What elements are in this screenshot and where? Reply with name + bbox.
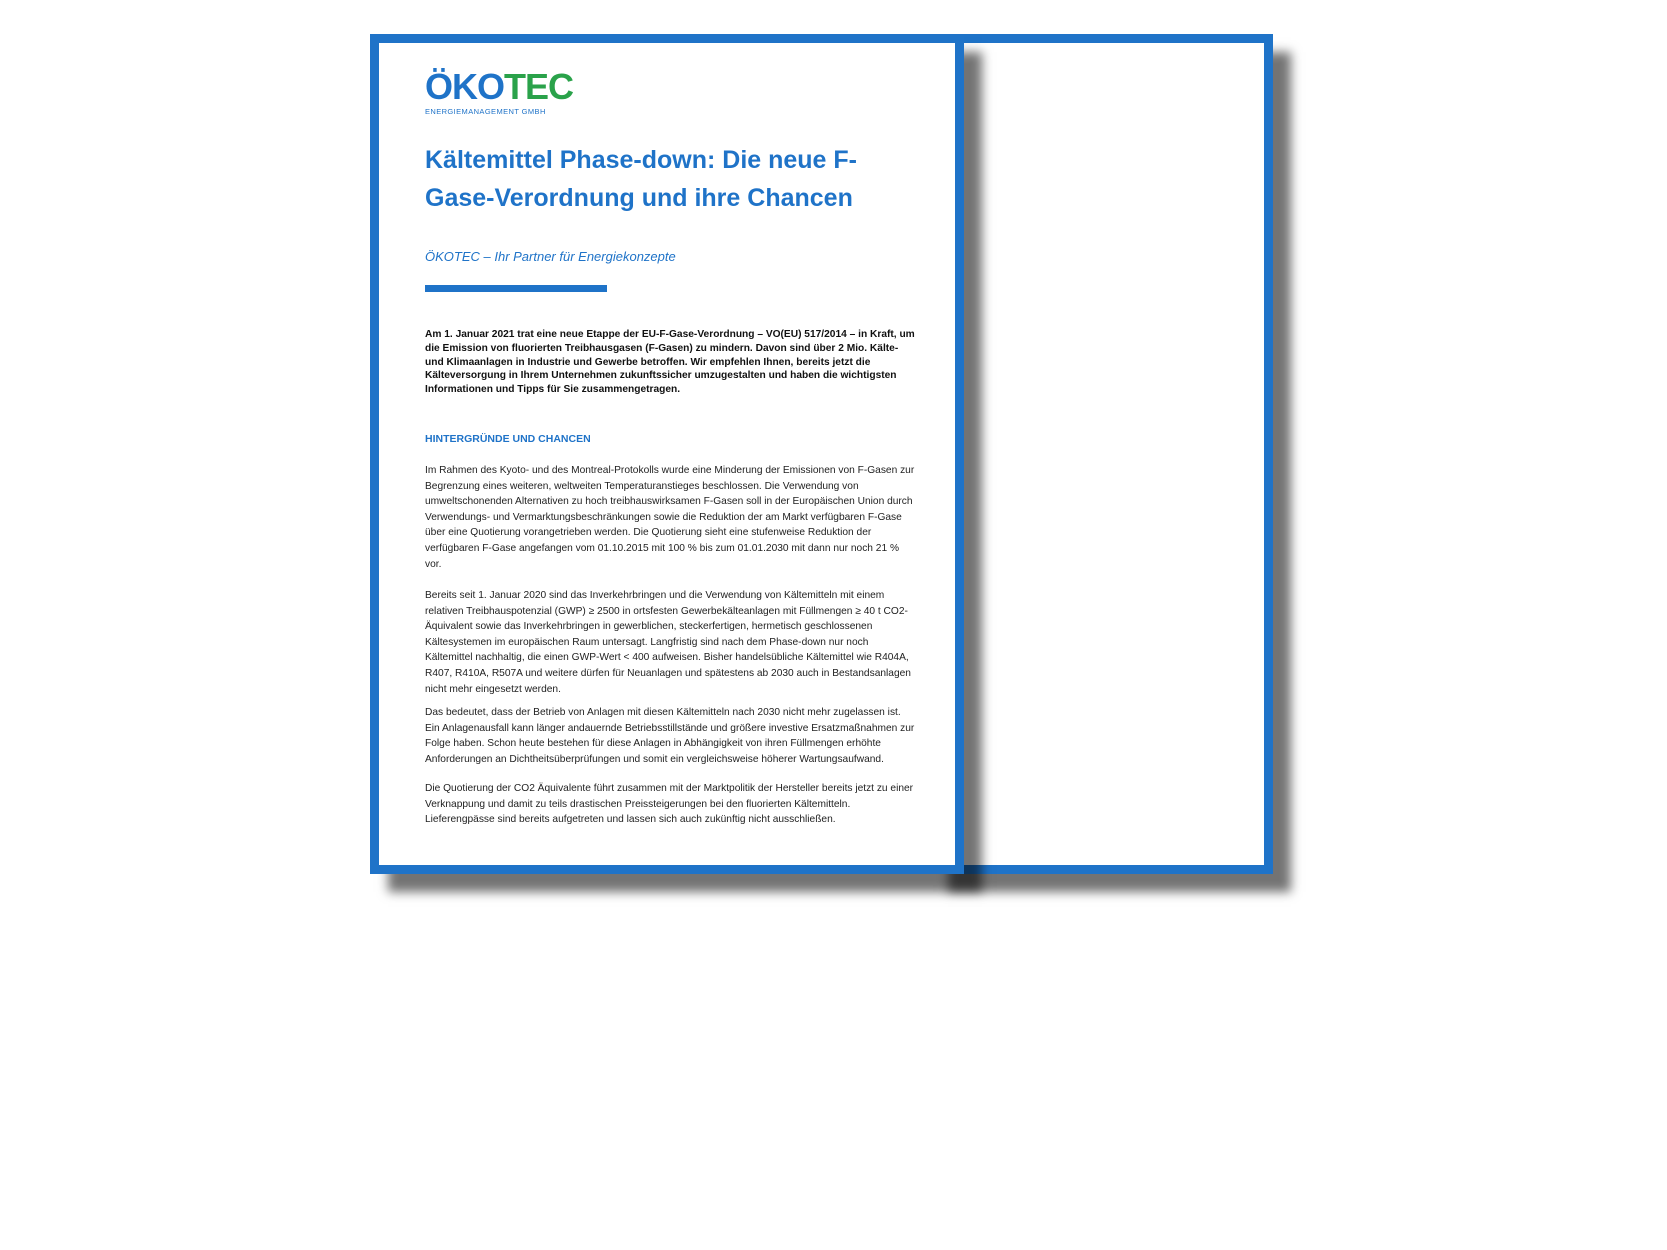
document-title: Kältemittel Phase-down: Die neue F-Gase-Verordnung und ihre Chancen <box>425 146 858 212</box>
back-heading-2 <box>939 701 1224 718</box>
body-paragraph-2: Bereits seit 1. Januar 2020 sind das Inverkehrbringen und die Verwendung von Kältemitteln mit einem relativen Treibhauspotenzial (GWP) ≥ 2500 in ortsfesten Gewerbekälteanlagen mit Füllmengen ≥ 40 t CO2-Äquivalent sowie das Inverkehrbringen in gewerblichen, steckerfertigen, hermetisch geschlossenen Kältesystemen im europäischen Raum untersagt. Langfristig sind nach dem Phase-down nur noch Kältemittel nachhaltig, die einen GWP-Wert < 400 aufweisen. Bisher handelsübliche Kältemittel wie R404A, R407, R410A, R507A und weitere dürfen für Neuanlagen und spätestens ab 2030 auch in Bestandsanlagen nicht mehr eingesetzt werden. <box>425 590 911 695</box>
back-text-line <box>939 582 1224 599</box>
back-text-line <box>939 320 1224 337</box>
title-divider <box>425 285 607 292</box>
back-text-line <box>939 287 1224 304</box>
back-text-line <box>939 153 1224 170</box>
logo-wordmark-part2: TEC <box>504 66 574 107</box>
back-text-line <box>939 304 1224 321</box>
back-text-line <box>939 649 1224 666</box>
logo-wordmark <box>425 66 574 107</box>
back-text-line <box>939 731 1224 748</box>
back-text-line <box>939 566 1224 583</box>
back-text-line <box>939 353 1224 370</box>
back-text-line <box>939 337 1224 354</box>
oekotec-logo <box>425 66 574 116</box>
logo-subline: ENERGIEMANAGEMENT GMBH <box>425 107 546 116</box>
document-page-front <box>370 34 964 874</box>
back-heading-1 <box>939 105 1224 122</box>
section-heading: HINTERGRÜNDE UND CHANCEN <box>425 433 591 445</box>
back-text-line <box>939 599 1224 616</box>
back-text-line <box>939 781 1224 798</box>
document-page-back <box>930 34 1273 874</box>
back-text-line <box>939 409 1224 426</box>
body-paragraph-4: Die Quotierung der CO2 Äquivalente führt zusammen mit der Marktpolitik der Hersteller bereits jetzt zu einer Verknappung und damit zu teils drastischen Preissteigerungen bei den fluorierten Kältemitteln. Lieferengpässe sind bereits aufgetreten und lassen sich auch zukünftig nicht ausschließen. <box>425 783 914 826</box>
back-text-line <box>939 442 1224 459</box>
back-text-line <box>939 240 1224 257</box>
back-text-line <box>939 797 1224 814</box>
back-text-line <box>939 615 1224 632</box>
back-text-line <box>939 169 1224 186</box>
body-paragraph-1: Im Rahmen des Kyoto- und des Montreal-Protokolls wurde eine Minderung der Emissionen von F-Gasen zur Begrenzung eines weiteren, weltweiten Temperaturanstieges beschlossen. Die Verwendung von umweltschonenden Alternativen zu hoch treibhauswirksamen F-Gasen soll in der Europäischen Union durch Verwendungs- und Vermarktungsbeschränkungen sowie die Reduktion der am Markt verfügbaren F-Gase über eine Quotierung vorangetrieben werden. Die Quotierung sieht eine stufenweise Reduktion der verfügbaren F-Gase angefangen vom 01.10.2015 mit 100 % bis zum 01.01.2030 mit dann nur noch 21 % vor. <box>425 465 915 570</box>
document-subtitle: ÖKOTEC – Ihr Partner für Energiekonzepte <box>425 249 676 264</box>
back-text-line <box>939 136 1224 153</box>
back-text-line <box>939 549 1224 566</box>
back-text-line <box>939 475 1224 492</box>
back-text-line <box>939 459 1224 476</box>
intro-paragraph: Am 1. Januar 2021 trat eine neue Etappe der EU-F-Gase-Verordnung – VO(EU) 517/2014 – in Kraft, um die Emission von fluorierten Treibhausgasen (F-Gasen) zu mindern. Davon sind über 2 Mio. Kälte- und Klimaanlagen in Industrie und Gewerbe betroffen. Wir empfehlen Ihnen, bereits jetzt die Kälteversorgung in Ihrem Unternehmen zukunftssicher umzugestalten und haben die wichtigsten Informationen und Tipps für Sie zusammengetragen. <box>425 329 915 396</box>
back-text-line <box>939 764 1224 781</box>
body-paragraph-3: Das bedeutet, dass der Betrieb von Anlagen mit diesen Kältemitteln nach 2030 nicht mehr zugelassen ist. Ein Anlagenausfall kann länger andauernde Betriebsstillstände und größere investive Ersatzmaßnahmen zur Folge haben. Schon heute bestehen für diese Anlagen in Abhängigkeit von ihren Füllmengen erhöhte Anforderungen an Dichtheitsüberprüfungen und somit ein vergleichsweise höherer Wartungsaufwand. <box>425 707 915 765</box>
back-text-line <box>939 256 1224 273</box>
back-text-line <box>939 223 1224 240</box>
back-text-line <box>939 748 1224 765</box>
logo-wordmark-part1: ÖKO <box>425 66 505 107</box>
back-text-line <box>939 492 1224 509</box>
back-text-line <box>939 426 1224 443</box>
back-text-line <box>939 632 1224 649</box>
